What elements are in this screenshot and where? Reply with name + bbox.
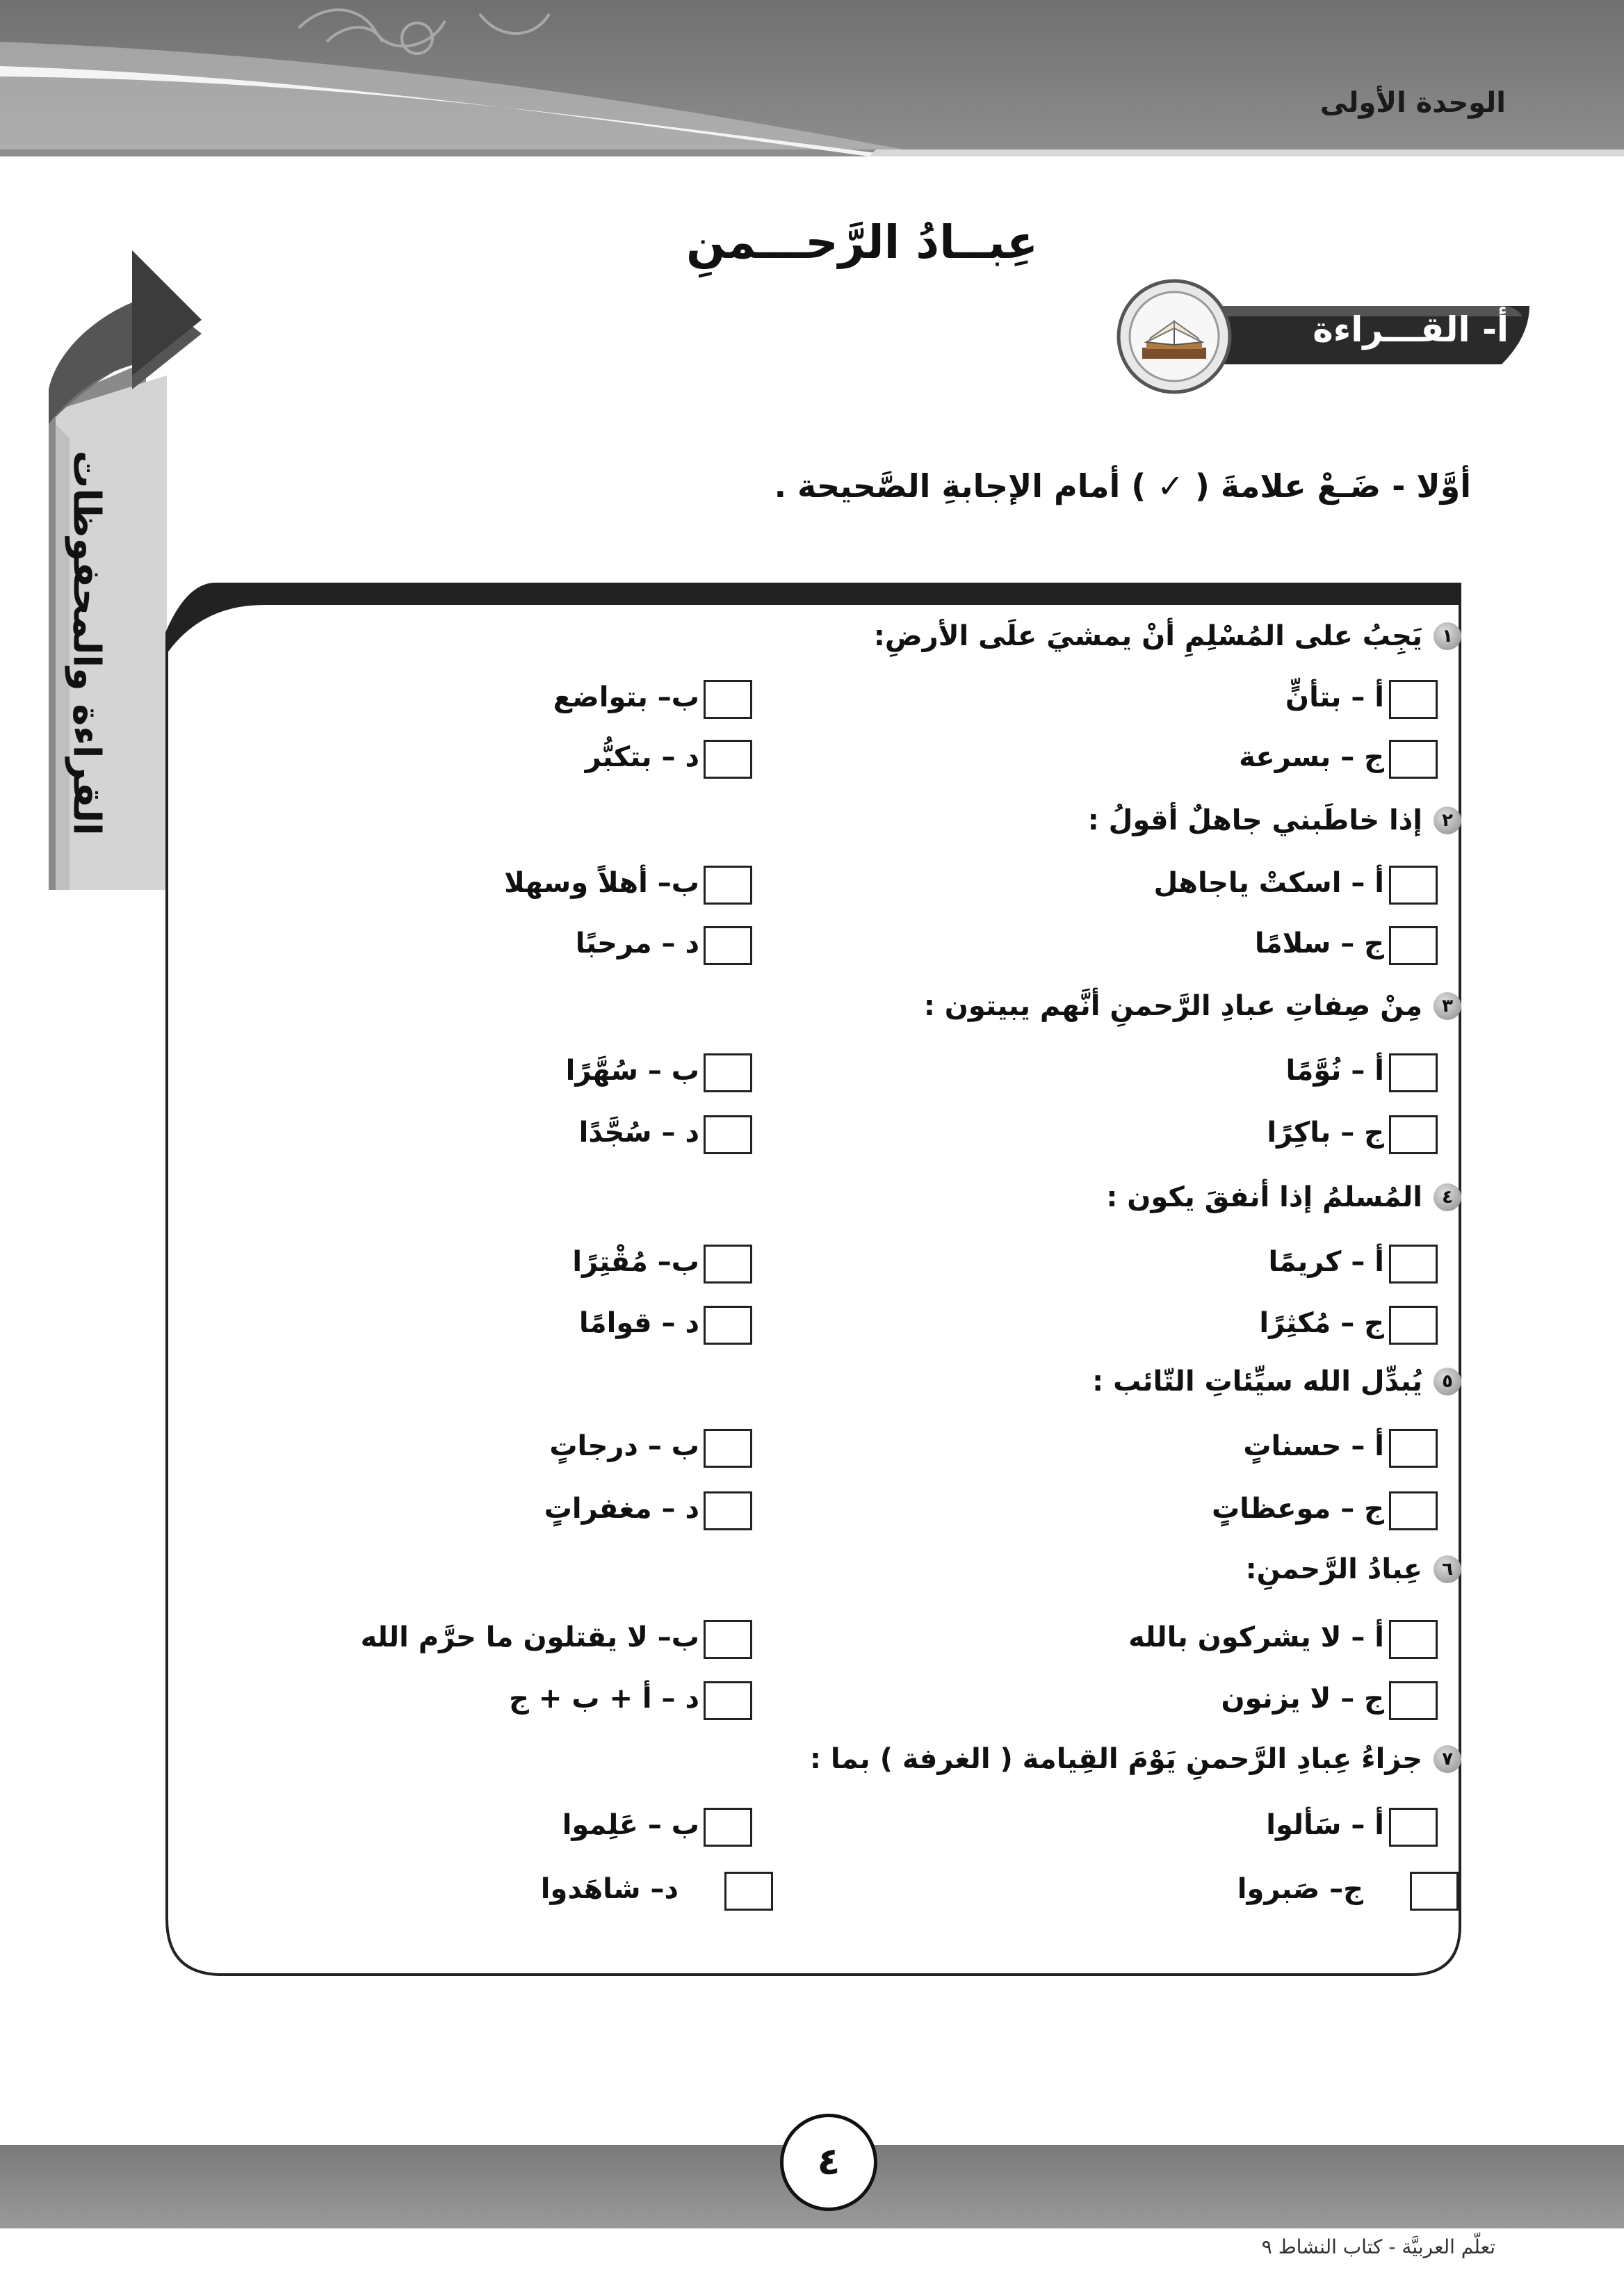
question-1-option-d-checkbox[interactable]: [704, 740, 752, 779]
question-5-number: ٥: [1434, 1368, 1461, 1395]
question-1-number: ١: [1434, 622, 1461, 650]
question-3-option-d-checkbox[interactable]: [704, 1115, 752, 1154]
question-5-option-a: أ – حسناتٍ: [1243, 1430, 1384, 1462]
question-7-option-a: أ – سَألوا: [1266, 1809, 1384, 1841]
question-1-option-c-checkbox[interactable]: [1389, 740, 1438, 779]
question-5-option-a-checkbox[interactable]: [1389, 1429, 1438, 1468]
question-7-option-b: ب – عَلِموا: [562, 1809, 699, 1841]
question-6-option-d-checkbox[interactable]: [704, 1681, 752, 1720]
question-3-number: ٣: [1434, 992, 1461, 1020]
instruction: أوَّلا - ضَـعْ علامةَ ( ✓ ) أمام الإجابةِ الصَّحيحة .: [774, 467, 1471, 505]
question-5-option-c-checkbox[interactable]: [1389, 1491, 1438, 1530]
question-2-option-d-checkbox[interactable]: [704, 926, 752, 965]
question-5-option-d: د – مغفراتٍ: [544, 1493, 699, 1525]
question-2-option-c-checkbox[interactable]: [1389, 926, 1438, 965]
lesson-title: عِبــادُ الرَّحـــمنِ: [685, 216, 1039, 269]
question-7-option-a-checkbox[interactable]: [1389, 1808, 1438, 1847]
question-1-option-c: ج – بسرعة: [1239, 741, 1384, 773]
question-3-option-d: د – سُجَّدًا: [578, 1117, 699, 1149]
question-6-number: ٦: [1434, 1555, 1461, 1583]
question-7-option-c: ج– صَبروا: [1237, 1873, 1363, 1905]
unit-title: الوحدة الأولى: [1320, 87, 1506, 119]
question-1-option-b: ب– بتواضع: [553, 681, 699, 713]
question-6-option-b-checkbox[interactable]: [704, 1620, 752, 1659]
question-4-number: ٤: [1434, 1183, 1461, 1211]
question-2-option-d: د – مرحبًا: [575, 928, 699, 960]
question-2-option-a: أ – اسكتْ ياجاهل: [1153, 867, 1384, 899]
question-3-option-c: ج – باكِرًا: [1267, 1117, 1384, 1149]
question-1-option-a: أ – بتأنٍّ: [1285, 681, 1384, 713]
question-4-option-c: ج – مُكثِرًا: [1259, 1307, 1384, 1339]
question-6-option-a-checkbox[interactable]: [1389, 1620, 1438, 1659]
question-7-option-c-checkbox[interactable]: [1410, 1872, 1459, 1911]
question-3-option-a: أ – نُوَّمًا: [1285, 1055, 1384, 1087]
question-6-option-c: ج – لا يزنون: [1221, 1683, 1384, 1715]
question-7-number: ٧: [1434, 1745, 1461, 1773]
question-4-option-b: ب– مُقْتِرًا: [572, 1246, 699, 1278]
question-7-option-b-checkbox[interactable]: [704, 1808, 752, 1847]
question-1-text: يَجِبُ على المُسْلِمِ أنْ يمشيَ علَى الأرضِ:: [873, 620, 1422, 652]
question-6-option-b: ب– لا يقتلون ما حرَّم الله: [360, 1621, 699, 1653]
side-tab-label: القراءة والمحفوظات: [65, 451, 109, 836]
question-4-option-a-checkbox[interactable]: [1389, 1245, 1438, 1284]
question-5-option-b: ب – درجاتٍ: [549, 1430, 699, 1462]
question-1-option-b-checkbox[interactable]: [704, 680, 752, 719]
question-2-option-b: ب– أهلاً وسهلا: [504, 867, 699, 899]
question-4-option-d-checkbox[interactable]: [704, 1306, 752, 1345]
page-number: ٤: [780, 2114, 877, 2211]
question-2-option-a-checkbox[interactable]: [1389, 866, 1438, 905]
section-label: أ- القـــراءة: [1313, 309, 1509, 350]
question-3-option-a-checkbox[interactable]: [1389, 1053, 1438, 1092]
question-4-option-a: أ – كريمًا: [1268, 1246, 1384, 1278]
question-3-option-b: ب – سُهَّرًا: [565, 1055, 699, 1087]
question-2-text: إذا خاطَبني جاهلٌ أقولُ :: [1087, 804, 1422, 836]
question-5-option-c: ج – موعظاتٍ: [1211, 1493, 1384, 1525]
question-3-text: مِنْ صِفاتِ عبادِ الرَّحمنِ أنَّهم يبيتون :: [923, 990, 1422, 1022]
question-7-option-d: د– شاهَدوا: [540, 1873, 679, 1905]
question-5-option-b-checkbox[interactable]: [704, 1429, 752, 1468]
question-6-option-d: د – أ + ب + ج: [509, 1683, 699, 1715]
question-6-option-c-checkbox[interactable]: [1389, 1681, 1438, 1720]
question-1-option-d: د – بتكبُّر: [585, 741, 699, 773]
question-2-option-c: ج – سلامًا: [1254, 928, 1384, 960]
book-icon: [1116, 278, 1233, 395]
question-1-option-a-checkbox[interactable]: [1389, 680, 1438, 719]
question-4-option-b-checkbox[interactable]: [704, 1245, 752, 1284]
question-4-text: المُسلمُ إذا أنفقَ يكون :: [1106, 1181, 1422, 1213]
question-5-text: يُبدِّل الله سيِّئاتِ التّائب :: [1092, 1366, 1422, 1398]
question-5-option-d-checkbox[interactable]: [704, 1491, 752, 1530]
book-title: تعلّم العربيَّة - كتاب النشاط ٩: [1261, 2235, 1495, 2258]
question-2-number: ٢: [1434, 807, 1461, 834]
question-7-text: جزاءُ عِبادِ الرَّحمنِ يَوْمَ القِيامة ( الغرفة ) بما :: [809, 1743, 1422, 1775]
question-6-text: عِبادُ الرَّحمنِ:: [1245, 1553, 1422, 1585]
question-4-option-d: د – قوامًا: [578, 1307, 699, 1339]
question-3-option-c-checkbox[interactable]: [1389, 1115, 1438, 1154]
question-4-option-c-checkbox[interactable]: [1389, 1306, 1438, 1345]
question-3-option-b-checkbox[interactable]: [704, 1053, 752, 1092]
question-7-option-d-checkbox[interactable]: [724, 1872, 773, 1911]
question-2-option-b-checkbox[interactable]: [704, 866, 752, 905]
question-6-option-a: أ – لا يشركون بالله: [1128, 1621, 1384, 1653]
